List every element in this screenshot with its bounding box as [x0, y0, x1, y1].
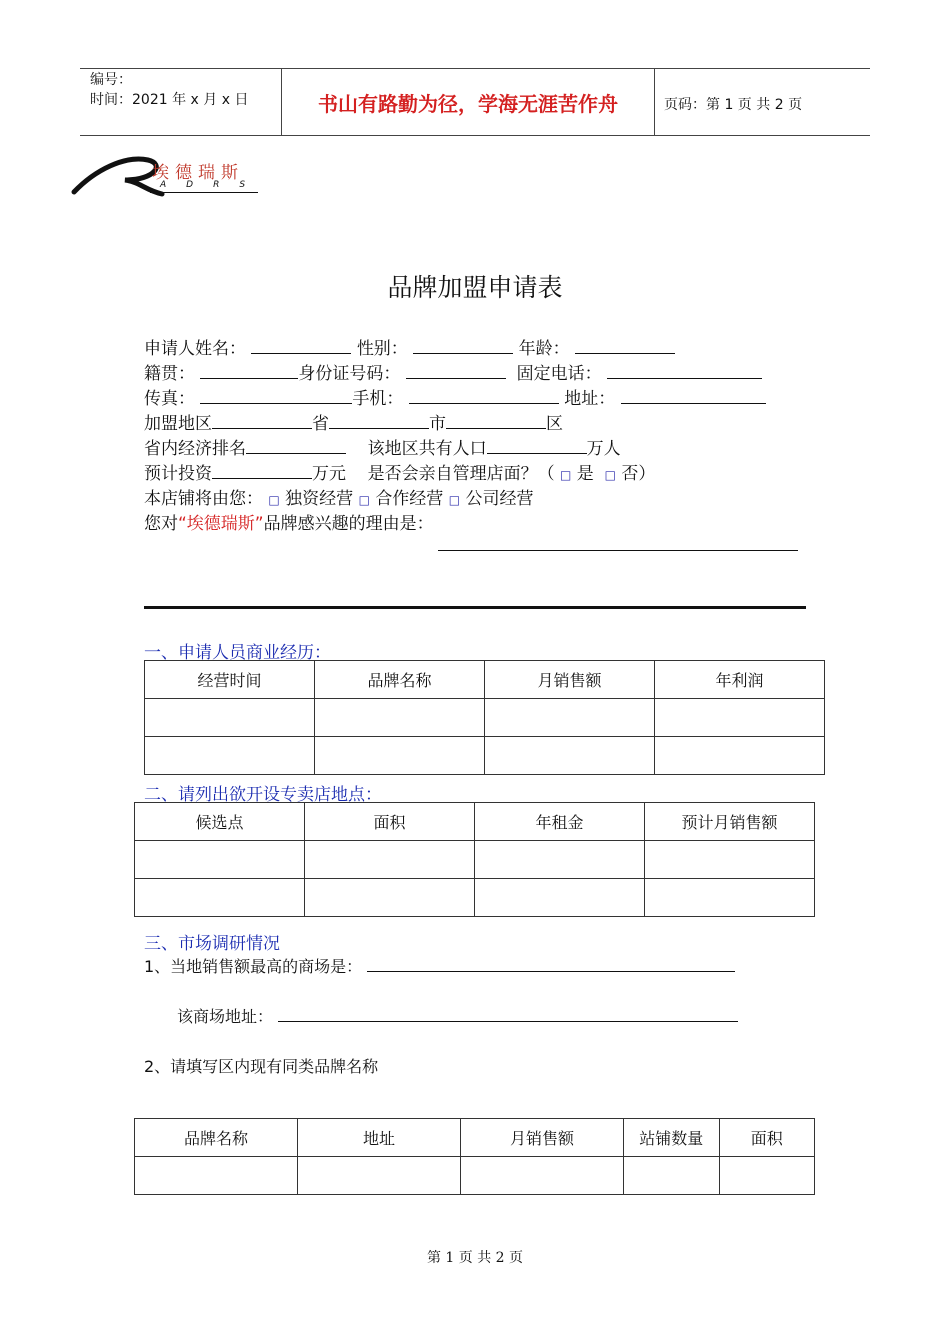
table-header: 预计月销售额	[645, 803, 815, 841]
wan-yuan-label: 万元	[312, 464, 346, 484]
age-label: 年龄：	[518, 339, 570, 359]
no-label: 否）	[621, 464, 656, 484]
city-field[interactable]	[329, 412, 429, 429]
q1-address-label: 该商场地址：	[177, 1007, 274, 1026]
q1-row	[144, 954, 735, 977]
checkbox-icon[interactable]: □	[604, 468, 616, 482]
table-cell[interactable]	[475, 841, 645, 879]
number-label: 编号：	[90, 72, 132, 88]
gender-field[interactable]	[413, 337, 513, 354]
table-header-row	[135, 1119, 815, 1157]
table-cell[interactable]	[305, 879, 475, 917]
operate-label: 本店铺将由您：	[144, 489, 263, 509]
experience-table	[144, 660, 825, 775]
form-row-2	[144, 359, 762, 384]
table-cell[interactable]	[624, 1157, 719, 1195]
table-header: 候选点	[135, 803, 305, 841]
table-row	[135, 1157, 815, 1195]
self-manage-label: 是否会亲自管理店面？（	[367, 464, 555, 484]
competitor-table	[134, 1118, 815, 1195]
age-field[interactable]	[575, 337, 675, 354]
table-row	[135, 841, 815, 879]
econ-rank-field[interactable]	[246, 437, 346, 454]
table-cell[interactable]	[135, 841, 305, 879]
table-header: 经营时间	[145, 661, 315, 699]
table-header: 品牌名称	[315, 661, 485, 699]
yes-label: 是	[576, 464, 594, 484]
table-header-row	[145, 661, 825, 699]
table-cell[interactable]	[485, 699, 655, 737]
table-cell[interactable]	[145, 737, 315, 775]
logo-underline	[150, 192, 258, 193]
logo-name-en: ADRS	[160, 180, 266, 190]
id-label: 身份证号码：	[298, 364, 401, 384]
region-label: 加盟地区	[144, 414, 212, 434]
checkbox-icon[interactable]: □	[358, 493, 370, 507]
checkbox-icon[interactable]: □	[560, 468, 572, 482]
phone-label: 固定电话：	[516, 364, 602, 384]
table-header-row	[135, 803, 815, 841]
table-header: 年利润	[655, 661, 825, 699]
header-divider	[654, 68, 655, 135]
section-divider	[144, 606, 806, 609]
section2-title: 二、请列出欲开设专卖店地点：	[144, 785, 382, 805]
table-cell[interactable]	[135, 1157, 298, 1195]
table-cell[interactable]	[655, 699, 825, 737]
table-header: 站铺数量	[624, 1119, 719, 1157]
table-header: 月销售额	[461, 1119, 624, 1157]
q1-address-field[interactable]	[278, 1005, 738, 1022]
q1-field[interactable]	[367, 955, 735, 972]
population-label: 该地区共有人口	[367, 439, 487, 459]
form-row-1	[144, 334, 675, 359]
op3-label: 公司经营	[465, 489, 534, 509]
table-cell[interactable]	[475, 879, 645, 917]
header-meta	[90, 70, 248, 110]
province-label: 省	[312, 414, 329, 434]
table-header: 地址	[298, 1119, 461, 1157]
table-row	[135, 879, 815, 917]
table-cell[interactable]	[305, 841, 475, 879]
op2-label: 合作经营	[375, 489, 444, 509]
mobile-label: 手机：	[352, 389, 404, 409]
interest-pre-label: 您对	[144, 514, 178, 534]
address-field[interactable]	[621, 387, 766, 404]
gender-label: 性别：	[356, 339, 408, 359]
header-bottom-rule	[80, 135, 870, 136]
header-top-rule	[80, 68, 870, 69]
q2-label: 2、请填写区内现有同类品牌名称	[144, 1057, 379, 1076]
q1-label: 1、当地销售额最高的商场是：	[144, 957, 363, 976]
table-header: 年租金	[475, 803, 645, 841]
q1-address-row	[177, 1004, 738, 1027]
header-page-info: 页码：第 1 页 共 2 页	[664, 97, 803, 113]
table-cell[interactable]	[315, 737, 485, 775]
table-header: 品牌名称	[135, 1119, 298, 1157]
checkbox-icon[interactable]: □	[268, 493, 280, 507]
id-field[interactable]	[406, 362, 506, 379]
table-header: 面积	[719, 1119, 814, 1157]
city-label: 市	[429, 414, 446, 434]
form-row-4	[144, 409, 563, 434]
table-row	[145, 699, 825, 737]
origin-label: 籍贯：	[144, 364, 195, 384]
form-row-8	[144, 509, 434, 534]
page-title: 品牌加盟申请表	[387, 273, 563, 302]
location-table	[134, 802, 815, 917]
table-row	[145, 737, 825, 775]
table-cell[interactable]	[135, 879, 305, 917]
table-header: 面积	[305, 803, 475, 841]
fax-label: 传真：	[144, 389, 195, 409]
form-row-5	[144, 434, 621, 459]
interest-post-label: 品牌感兴趣的理由是：	[263, 514, 434, 534]
section3-title: 三、市场调研情况	[144, 934, 280, 954]
province-field[interactable]	[212, 412, 312, 429]
logo-name-cn: 埃德瑞斯	[152, 163, 244, 183]
table-cell[interactable]	[461, 1157, 624, 1195]
checkbox-icon[interactable]: □	[448, 493, 461, 507]
interest-brand-label: “埃德瑞斯”	[178, 514, 264, 534]
econ-rank-label: 省内经济排名	[144, 439, 246, 459]
fax-field[interactable]	[200, 387, 352, 404]
origin-field[interactable]	[200, 362, 298, 379]
section1-title: 一、申请人员商业经历：	[144, 643, 331, 663]
table-cell[interactable]	[645, 841, 815, 879]
page-footer: 第 1 页 共 2 页	[426, 1250, 524, 1266]
investment-label: 预计投资	[144, 464, 212, 484]
table-cell[interactable]	[655, 737, 825, 775]
op1-label: 独资经营	[285, 489, 354, 509]
investment-field[interactable]	[212, 462, 312, 479]
form-row-7	[144, 484, 533, 509]
district-label: 区	[546, 414, 563, 434]
table-cell[interactable]	[485, 737, 655, 775]
table-cell[interactable]	[298, 1157, 461, 1195]
table-cell[interactable]	[645, 879, 815, 917]
name-field[interactable]	[251, 337, 351, 354]
table-header: 月销售额	[485, 661, 655, 699]
mobile-field[interactable]	[409, 387, 559, 404]
table-cell[interactable]	[719, 1157, 814, 1195]
address-label: 地址：	[564, 389, 616, 409]
population-field[interactable]	[487, 437, 587, 454]
form-row-3	[144, 384, 766, 409]
date-label: 时间：2021 年 x 月 x 日	[90, 92, 249, 108]
header-motto: 书山有路勤为径，学海无涯苦作舟	[318, 92, 618, 116]
table-cell[interactable]	[315, 699, 485, 737]
interest-field[interactable]	[438, 550, 798, 551]
district-field[interactable]	[446, 412, 546, 429]
table-cell[interactable]	[145, 699, 315, 737]
wan-people-label: 万人	[586, 439, 621, 459]
form-row-6	[144, 459, 655, 484]
phone-field[interactable]	[607, 362, 762, 379]
name-label: 申请人姓名：	[144, 339, 246, 359]
